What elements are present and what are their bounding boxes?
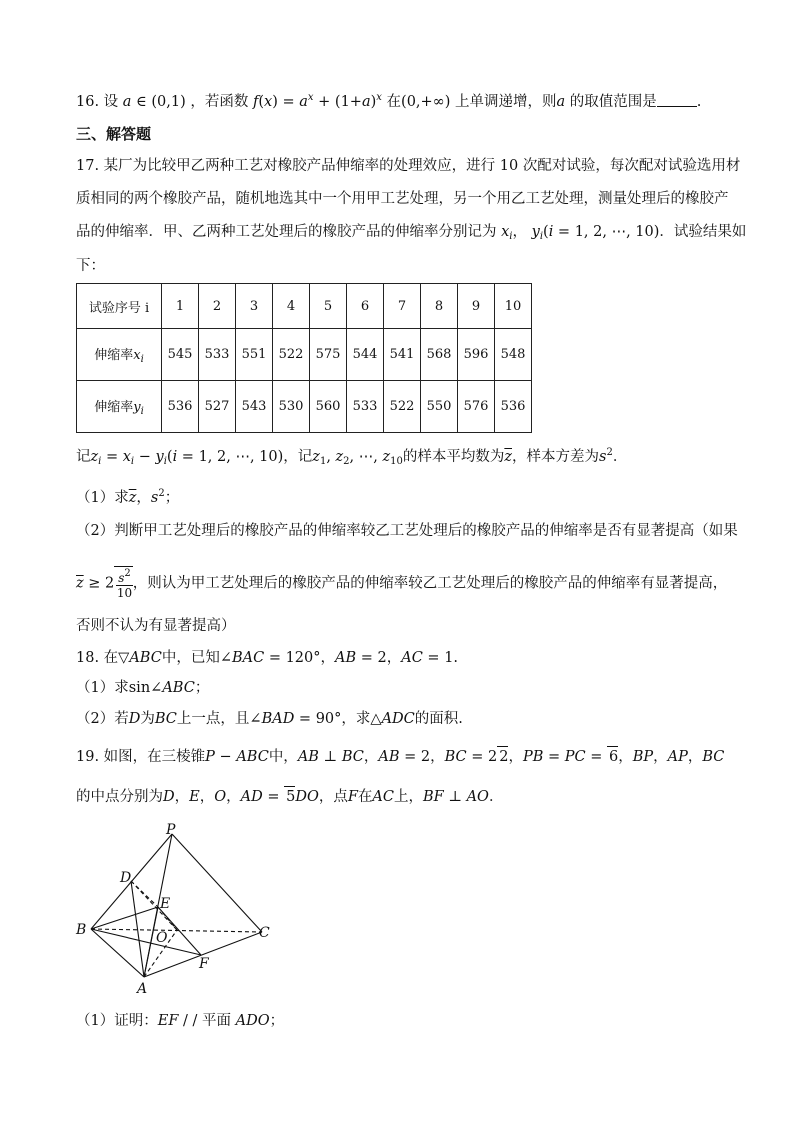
- table-cell: 560: [310, 381, 347, 433]
- label-C: C: [259, 925, 270, 941]
- table-cell: 575: [310, 329, 347, 381]
- label-B: B: [76, 922, 87, 938]
- table-cell: 527: [199, 381, 236, 433]
- table-cell: 530: [273, 381, 310, 433]
- edge-DE: [131, 881, 158, 907]
- results-table: [76, 283, 532, 433]
- table-cell: 10: [495, 284, 532, 329]
- table-cell: 1: [162, 284, 199, 329]
- table-cell: 2: [199, 284, 236, 329]
- label-D: D: [120, 870, 132, 886]
- question-16: 16. 设 a ∈ (0,1) ，若函数 $f(x) = a^x + (1+a)^x$ 在(0,+∞) 上单调递增，则a 的取值范围是 .: [76, 92, 702, 110]
- q18-part1: （1）求sin∠ABC；: [76, 680, 210, 696]
- table-cell: 5: [310, 284, 347, 329]
- q19-line2: 的中点分别为D，E，O，AD = 5DO，点F在AC上，BF ⊥ AO．: [76, 786, 503, 807]
- table-cell: 541: [384, 329, 421, 381]
- table-header-index: 试验序号 i: [77, 284, 162, 329]
- table-cell: 9: [458, 284, 495, 329]
- edge-AD: [131, 881, 144, 977]
- label-F: F: [199, 956, 209, 972]
- q18-part2: （2）若D为BC上一点，且∠BAD = 90°，求△ADC的面积.: [76, 711, 463, 727]
- table-cell: 536: [495, 381, 532, 433]
- q17-line1: 17. 某厂为比较甲乙两种工艺对橡胶产品伸缩率的处理效应，进行 10 次配对试验，每次配对试验选用材: [76, 158, 741, 174]
- label-E: E: [160, 896, 171, 912]
- table-cell: 536: [162, 381, 199, 433]
- table-cell: 551: [236, 329, 273, 381]
- question-19: 19. 如图，在三棱锥P − ABC中，AB ⊥ BC，AB = 2，BC = 2 2，PB = PC = 6，BP，AP，BC: [76, 746, 724, 767]
- section-heading: 三、解答题: [76, 125, 152, 143]
- table-cell: 522: [384, 381, 421, 433]
- table-row-index: [77, 284, 532, 329]
- table-cell: 543: [236, 381, 273, 433]
- table-cell: 576: [458, 381, 495, 433]
- table-cell: 545: [162, 329, 199, 381]
- q17-line4: 下：: [76, 258, 105, 274]
- table-cell: 522: [273, 329, 310, 381]
- table-cell: 568: [421, 329, 458, 381]
- table-cell: 550: [421, 381, 458, 433]
- table-cell: 548: [495, 329, 532, 381]
- q19-part1: （1）证明：EF / / 平面 ADO；: [76, 1013, 285, 1029]
- edge-BF: [91, 929, 201, 955]
- pyramid-figure: [70, 822, 290, 1002]
- table-cell: 6: [347, 284, 384, 329]
- q17-part2-line1: （2）判断甲工艺处理后的橡胶产品的伸缩率较乙工艺处理后的橡胶产品的伸缩率是否有显著提高（如果: [76, 523, 738, 539]
- table-cell: 7: [384, 284, 421, 329]
- edge-BA: [91, 929, 144, 977]
- table-cell: 533: [199, 329, 236, 381]
- q17-part1: （1）求$\overline{z}$，$s^2$；: [76, 488, 180, 506]
- label-P: P: [166, 822, 176, 838]
- table-header-x: 伸缩率$x_i$: [77, 329, 162, 381]
- table-row-y: [77, 381, 532, 433]
- label-A: A: [137, 981, 148, 997]
- table-row-x: [77, 329, 532, 381]
- answer-blank: [657, 92, 697, 107]
- q17-definition: 记$z_i = x_i - y_i(i = 1$, 2, ⋯, 10)，记$z_1$, $z_2$, ⋯, $z_{10}$的样本平均数为$\overline{z}$，样本方差为$s^2$．: [76, 447, 628, 467]
- question-18: 18. 在▽ABC中，已知∠BAC = 120°，AB = 2，AC = 1.: [76, 650, 459, 666]
- edge-PC: [172, 834, 262, 932]
- table-header-y: 伸缩率$y_i$: [77, 381, 162, 433]
- q17-line3: 品的伸缩率．甲、乙两种工艺处理后的橡胶产品的伸缩率分别记为 $x_i$， $y_i(i = 1$, 2, ⋯, 10)．试验结果如: [76, 224, 747, 242]
- table-cell: 533: [347, 381, 384, 433]
- table-cell: 4: [273, 284, 310, 329]
- table-cell: 3: [236, 284, 273, 329]
- label-O: O: [156, 930, 168, 946]
- table-cell: 8: [421, 284, 458, 329]
- q17-part2-line3: 否则不认为有显著提高）: [76, 618, 236, 634]
- table-cell: 596: [458, 329, 495, 381]
- q17-part2-line2: $\overline{z} \ge 2$ $\frac{s^2}{10}$ ，则认为甲工艺处理后的橡胶产品的伸缩率较乙工艺处理后的橡胶产品的伸缩率有显著提高，: [76, 568, 728, 600]
- q17-line2: 质相同的两个橡胶产品，随机地选其中一个用甲工艺处理，另一个用乙工艺处理，测量处理后的橡胶产: [76, 191, 729, 207]
- table-cell: 544: [347, 329, 384, 381]
